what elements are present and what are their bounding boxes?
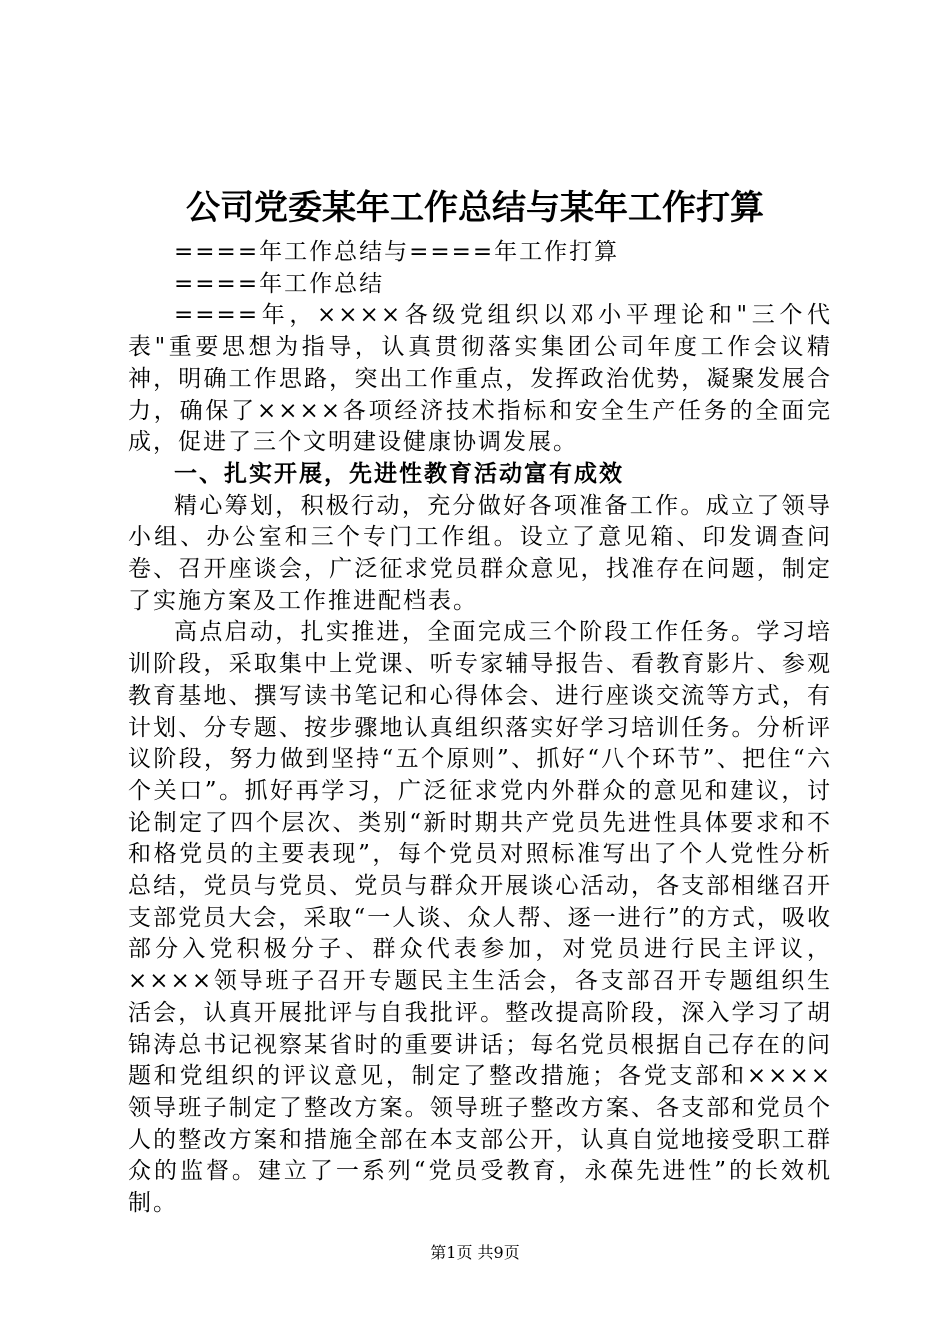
paragraph-section-label: ====年工作总结 xyxy=(174,270,385,297)
section-heading: 一、扎实开展，先进性教育活动富有成效 xyxy=(174,460,624,487)
page-number-footer: 第1页 共9页 xyxy=(430,1243,520,1262)
paragraph-preparation: 精心筹划，积极行动，充分做好各项准备工作。成立了领导小组、办公室和三个专门工作组。设立了意见箱、印发调查问卷、召开座谈会，广泛征求党员群众意见，找准存在问题，制定了实施方案及工作推进配档表。 xyxy=(128,492,832,614)
paragraph-subtitle: ====年工作总结与====年工作打算 xyxy=(174,239,620,265)
document-body xyxy=(128,237,832,1220)
paragraph-stages: 高点启动，扎实推进，全面完成三个阶段工作任务。学习培训阶段，采取集中上党课、听专家辅导报告、看教育影片、参观教育基地、撰写读书笔记和心得体会、进行座谈交流等方式，有计划、分专题、按步骤地认真组织落实好学习培训任务。分析评议阶段，努力做到坚持“五个原则”、抓好“八个环节”、把住“六个关口”。抓好再学习，广泛征求党内外群众的意见和建议，讨论制定了四个层次、类别“新时期共产党员先进性具体要求和不和格党员的主要表现”，每个党员对照标准写出了个人党性分析总结，党员与党员、党员与群众开展谈心活动，各支部相继召开支部党员大会，采取“一人谈、众人帮、逐一进行”的方式，吸收部分入党积极分子、群众代表参加，对党员进行民主评议，××××领导班子召开专题民主生活会，各支部召开专题组织生活会，认真开展批评与自我批评。整改提高阶段，深入学习了胡锦涛总书记视察某省时的重要讲话；每名党员根据自己存在的问题和党组织的评议意见，制定了整改措施；各党支部和××××领导班子制定了整改方案。领导班子整改方案、各支部和党员个人的整改方案和措施全部在本支部公开，认真自觉地接受职工群众的监督。建立了一系列“党员受教育，永葆先进性”的长效机制。 xyxy=(128,619,832,1217)
document-title: 公司党委某年工作总结与某年工作打算 xyxy=(186,188,764,228)
paragraph-intro: ====年，××××各级党组织以邓小平理论和"三个代表"重要思想为指导，认真贯彻落实集团公司年度工作会议精神，明确工作思路，突出工作重点，发挥政治优势，凝聚发展合力，确保了××××各项经济技术指标和安全生产任务的全面完成，促进了三个文明建设健康协调发展。 xyxy=(128,302,832,456)
